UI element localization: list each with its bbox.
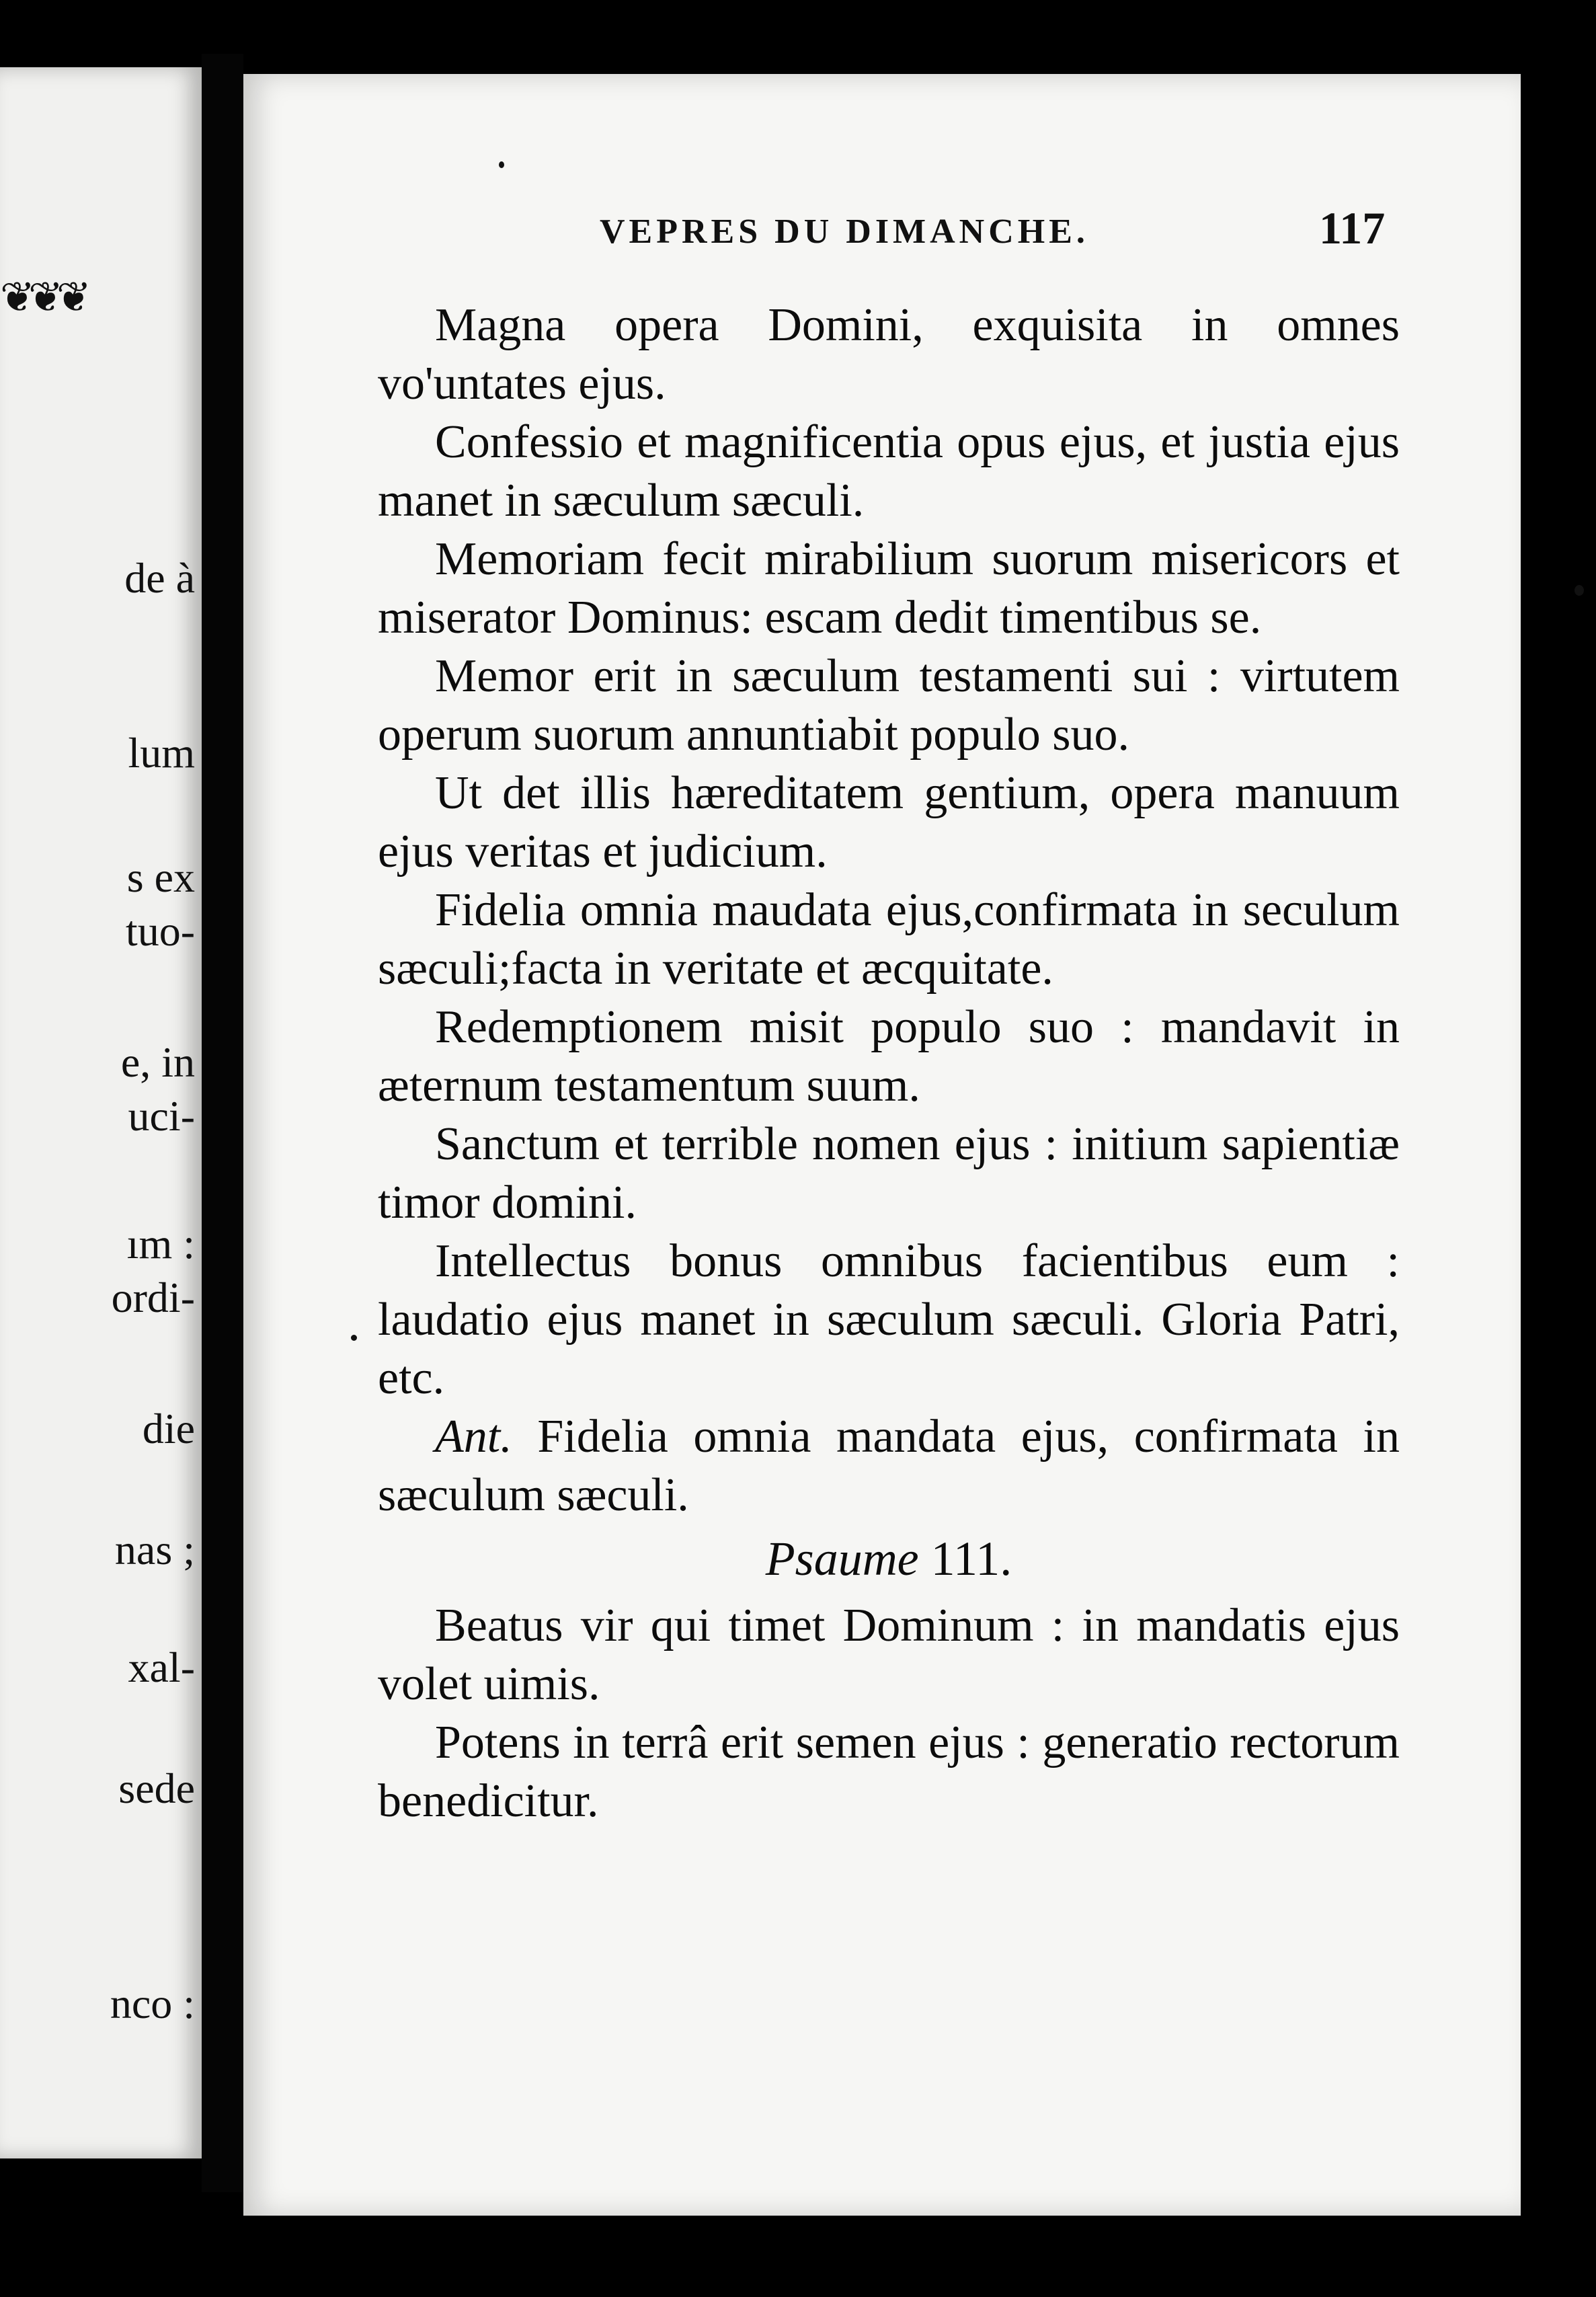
book-page <box>243 74 1521 2216</box>
verse-paragraph: Redemptionem misit populo suo : mandavit in æternum testamentum suum. <box>378 1001 1400 1112</box>
psalm-number: 111. <box>918 1532 1012 1586</box>
print-speck <box>351 1335 357 1341</box>
verse-paragraph: Confessio et magnificentia opus ejus, et justia ejus manet in sæculum sæculi. <box>378 416 1400 527</box>
facing-page-line: de à <box>124 554 195 602</box>
book-gutter <box>202 54 243 2192</box>
verse-paragraph: Potens in terrâ erit semen ejus : generatio rectorum benedicitur. <box>378 1717 1400 1827</box>
facing-page-line: ordi- <box>111 1274 195 1321</box>
antiphon <box>378 1407 1400 1524</box>
facing-page-line: lum <box>128 729 195 777</box>
verse-paragraph: Sanctum et terrible nomen ejus : initium sapientiæ timor domini. <box>378 1118 1400 1229</box>
facing-page-line: sede <box>118 1764 195 1812</box>
print-speck <box>499 161 504 168</box>
body-text <box>378 296 1400 1830</box>
facing-page-line: e, in <box>120 1038 195 1086</box>
verse-paragraph: Beatus vir qui timet Dominum : in mandatis ejus volet uimis. <box>378 1600 1400 1710</box>
facing-page <box>0 67 202 2158</box>
facing-page-line: xal- <box>128 1643 195 1691</box>
page-number: 117 <box>1319 202 1386 254</box>
verse-paragraph: Intellectus bonus omnibus facientibus eum : laudatio ejus manet in sæculum sæculi. Gloria Patri, etc. <box>378 1235 1400 1404</box>
facing-page-line: tuo- <box>125 907 195 955</box>
running-header: VEPRES DU DIMANCHE. <box>600 212 1089 251</box>
ornament-border: ❦❦❦ <box>0 281 85 315</box>
verse-paragraph: Ut det illis hæreditatem gentium, opera manuum ejus veritas et judicium. <box>378 767 1400 878</box>
psalm-word: Psaume <box>765 1532 919 1586</box>
facing-page-line: die <box>142 1405 195 1452</box>
psalm-heading <box>378 1530 1400 1588</box>
print-speck <box>1574 585 1584 596</box>
antiphon-label: Ant. <box>435 1411 512 1463</box>
verse-paragraph: Memor erit in sæculum testamenti sui : virtutem operum suorum annuntiabit populo suo. <box>378 650 1400 761</box>
facing-page-line: uci- <box>128 1092 195 1140</box>
facing-page-line: s ex <box>126 853 195 901</box>
facing-page-line: nco : <box>110 1980 195 2027</box>
facing-page-line: ım : <box>126 1220 195 1268</box>
verse-paragraph: Fidelia omnia maudata ejus,confirmata in seculum sæculi;facta in veritate et æcquitate. <box>378 884 1400 995</box>
antiphon-text: Fidelia omnia mandata ejus, confirmata in sæculum sæculi. <box>378 1411 1400 1521</box>
facing-page-line: nas ; <box>114 1526 195 1573</box>
verse-paragraph: Memoriam fecit mirabilium suorum misericors et miserator Dominus: escam dedit timentibus se. <box>378 533 1400 644</box>
verse-paragraph: Magna opera Domini, exquisita in omnes vo'untates ejus. <box>378 299 1400 410</box>
